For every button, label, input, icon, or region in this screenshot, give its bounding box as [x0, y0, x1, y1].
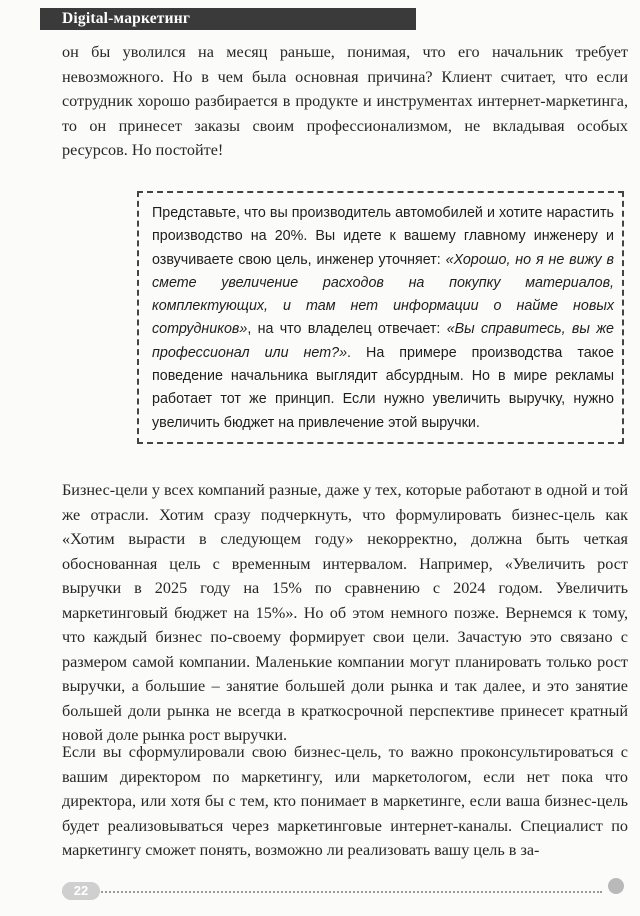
page-number: 22 — [73, 883, 89, 898]
callout-text — [152, 202, 614, 435]
footer-dotted-rule — [62, 891, 602, 893]
callout-text-part-1: Представьте, что вы производитель автомобилей и хотите нарастить производство на 20%. Вы идете к вашему главному инженеру и озвучиваете свою цель, инженер уточняет: — [152, 205, 614, 268]
running-header-title: Digital-маркетинг — [62, 10, 191, 27]
paragraph-2: Бизнес-цели у всех компаний разные, даже у тех, которые работают в одной и той же отрасли. Хотим сразу подчеркнуть, что формулировать бизнес-цель как «Хотим вырасти в следующем году» некорректно, должна быть четкая обоснованная цель с временным интервалом. Например, «Увеличить рост выручки в 2025 году на 15% по сравнению с 2024 годом. Увеличить маркетинговый бюджет на 15%». Но об этом немного позже. Вернемся к тому, что каждый бизнес по-своему формирует свои цели. Зачастую это связано с размером самой компании. Маленькие компании могут планировать только рост выручки, а большие – занятие большей доли рынка и так далее, и это занятие большей доли рынка не всегда в краткосрочной перспективе принесет кратный новой доле рынка рост выручки. — [62, 481, 628, 744]
paragraph-1: он бы уволился на месяц раньше, понимая, что его начальник требует невозможного. Но в чем была основная причина? Клиент считает, что если сотрудник хорошо разбирается в продукте и инструментах интернет-маркетинга, то он принесет заказы своим профессионализмом, не вкладывая особых ресурсов. Но постойте! — [62, 43, 628, 159]
callout-text-part-5: . На примере производства такое поведение начальника выглядит абсурдным. Но в мире рекламы работает тот же принцип. Если нужно увеличить выручку, нужно увеличить бюджет на привлечение этой выручки. — [152, 344, 614, 431]
callout-text-part-3: , на что владелец отвечает: — [247, 321, 447, 338]
callout-quote-owner: «Вы справитесь, вы же профессионал или нет?» — [152, 321, 614, 361]
paragraph-3: Если вы сформулировали свою бизнес-цель, то важно проконсультироваться с вашим директором по маркетингу, или маркетологом, если нет пока что директора, или хотя бы с тем, кто понимает в маркетинге, если ваша бизнес-цель будет реализовываться через маркетинговые интернет-каналы. Специалист по маркетингу сможет понять, возможно ли реализовать вашу цель в за- — [62, 743, 628, 859]
callout-quote-engineer: «Хорошо, но я не вижу в смете увеличение расходов на покупку материалов, комплектующих, и там нет информации о найме новых сотрудников» — [152, 251, 614, 338]
footer-decoration-icon — [608, 878, 624, 894]
